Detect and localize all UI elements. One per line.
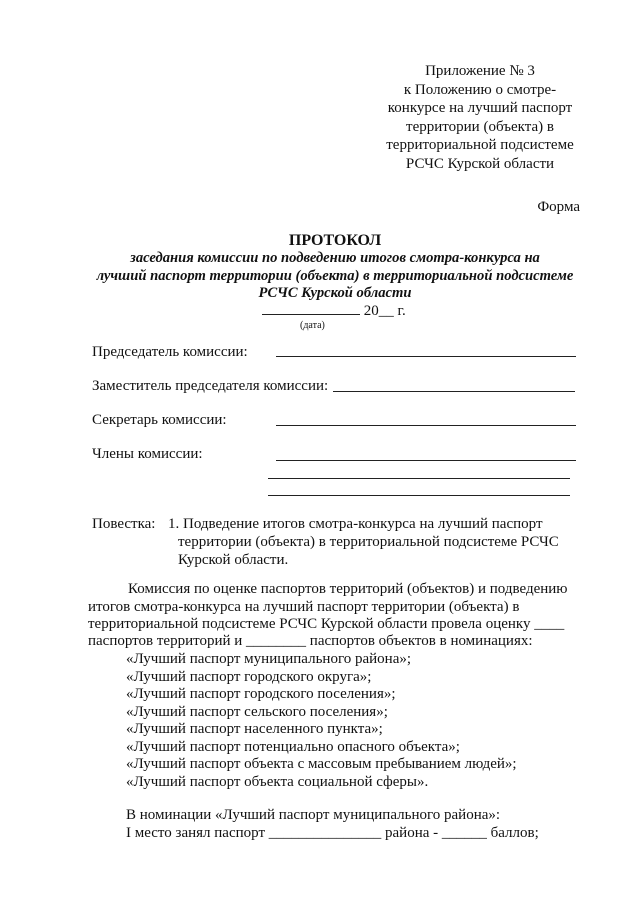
date-caption: (дата) [300,320,325,331]
appendix-line: к Положению о смотре- [403,81,557,98]
secretary-label: Секретарь комиссии: [92,412,227,428]
first-place-line: I место занял паспорт _______________ района - ______ баллов; [126,825,539,841]
nomination-item: «Лучший паспорт населенного пункта»; [126,721,383,737]
form-label: Форма [537,199,580,215]
protocol-title: ПРОТОКОЛ [288,232,382,249]
subtitle-line: РСЧС Курской области [258,285,412,301]
deputy-label: Заместитель председателя комиссии: [92,378,329,394]
body-line: итогов смотра-конкурса на лучший паспорт территории (объекта) в [88,599,520,615]
subtitle-line: заседания комиссии по подведению итогов смотра-конкурса на [130,250,540,266]
appendix-line: РСЧС Курской области [405,155,555,172]
nomination-item: «Лучший паспорт муниципального района»; [126,651,412,667]
date-field[interactable] [262,301,406,320]
nomination-item: «Лучший паспорт сельского поселения»; [126,704,388,720]
appendix-line: территориальной подсистеме [386,137,574,154]
deputy-field[interactable] [333,391,575,392]
members-label: Члены комиссии: [92,446,203,462]
agenda-label: Повестка: [92,516,156,532]
agenda-line: территории (объекта) в территориальной подсистеме РСЧС [178,534,559,550]
chairman-field[interactable] [276,356,576,357]
members-field[interactable] [268,478,570,479]
date-year: 20__ г. [363,303,406,319]
members-field[interactable] [268,495,570,496]
appendix-line: территории (объекта) в [406,118,554,135]
nomination-item: «Лучший паспорт объекта с массовым пребыванием людей»; [126,756,517,772]
secretary-field[interactable] [276,425,576,426]
body-line: территориальной подсистеме РСЧС Курской области провела оценку ____ [88,616,565,632]
agenda-text [168,515,559,569]
body-line: паспортов территорий и ________ паспортов объектов в номинациях: [88,633,533,649]
appendix-block [360,62,600,174]
nomination-heading: В номинации «Лучший паспорт муниципального района»: [126,807,501,823]
body-line: Комиссия по оценке паспортов территорий (объектов) и подведению [128,581,568,597]
nomination-item: «Лучший паспорт городского поселения»; [126,686,396,702]
chairman-label: Председатель комиссии: [92,344,248,360]
nomination-item: «Лучший паспорт городского округа»; [126,669,372,685]
appendix-line: конкурсе на лучший паспорт [387,100,573,117]
members-field[interactable] [276,460,576,461]
agenda-line: 1. Подведение итогов смотра-конкурса на лучший паспорт [168,516,543,532]
date-blank[interactable] [262,301,360,315]
agenda-line: Курской области. [178,552,289,568]
appendix-line: Приложение № 3 [425,63,535,79]
nomination-item: «Лучший паспорт потенциально опасного объекта»; [126,739,460,755]
subtitle-line: лучший паспорт территории (объекта) в территориальной подсистеме [96,267,574,284]
nomination-item: «Лучший паспорт объекта социальной сферы». [126,774,429,790]
protocol-subtitle [70,250,600,303]
